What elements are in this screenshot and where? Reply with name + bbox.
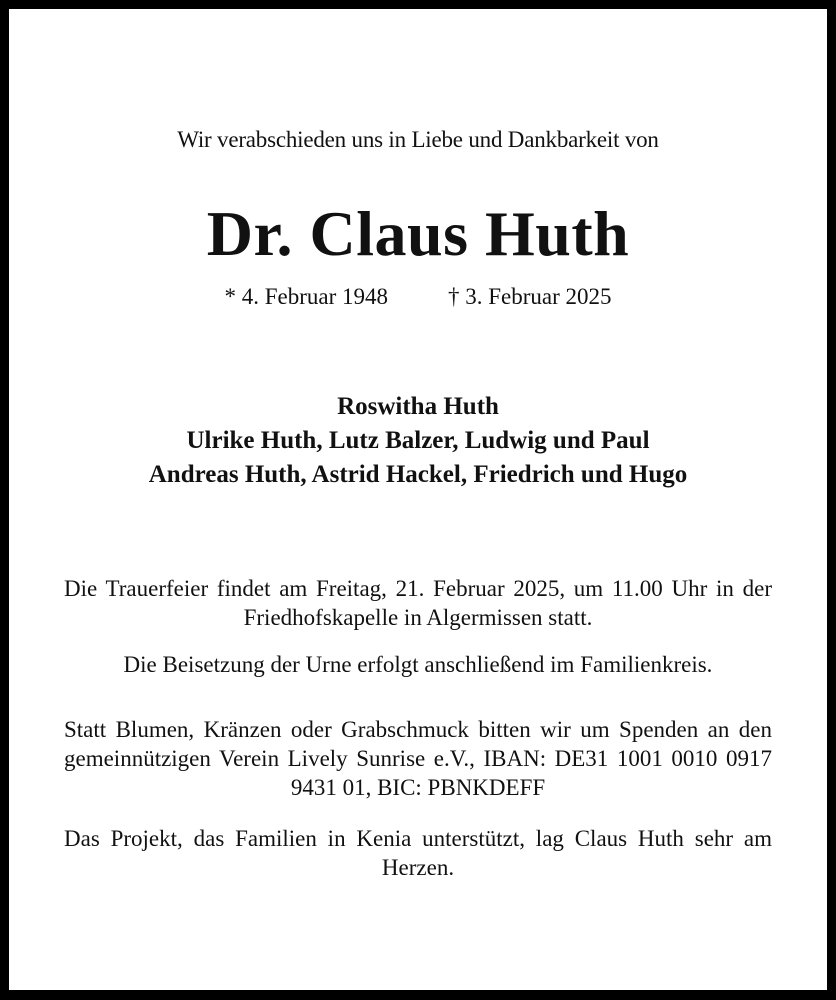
- ceremony-text: Die Trauerfeier findet am Freitag, 21. Februar 2025, um 11.00 Uhr in der Friedhofskapelle in Algermissen statt.: [64, 576, 772, 630]
- intro-text: Wir verabschieden uns in Liebe und Dankbarkeit von: [177, 127, 659, 152]
- family-names: [9, 390, 827, 492]
- donation-text: Statt Blumen, Kränzen oder Grabschmuck bitten wir um Spenden an den gemeinnützigen Verein Lively Sunrise e.V., IBAN: DE31 1001 0010 0917 9431 01, BIC: PBNKDEFF: [64, 717, 772, 800]
- project-text: Das Projekt, das Familien in Kenia unterstützt, lag Claus Huth sehr am Herzen.: [64, 826, 772, 880]
- death-date: † 3. Februar 2025: [448, 284, 612, 309]
- birth-date: * 4. Februar 1948: [224, 284, 388, 309]
- family-line: Andreas Huth, Astrid Hackel, Friedrich und Hugo: [148, 461, 688, 488]
- burial-text: Die Beisetzung der Urne erfolgt anschließend im Familienkreis.: [123, 652, 713, 677]
- deceased-name: Dr. Claus Huth: [206, 198, 630, 269]
- family-line: Ulrike Huth, Lutz Balzer, Ludwig und Paul: [186, 427, 650, 454]
- life-dates: [9, 284, 827, 310]
- family-line: Roswitha Huth: [337, 393, 499, 420]
- obituary-notice: [9, 9, 827, 990]
